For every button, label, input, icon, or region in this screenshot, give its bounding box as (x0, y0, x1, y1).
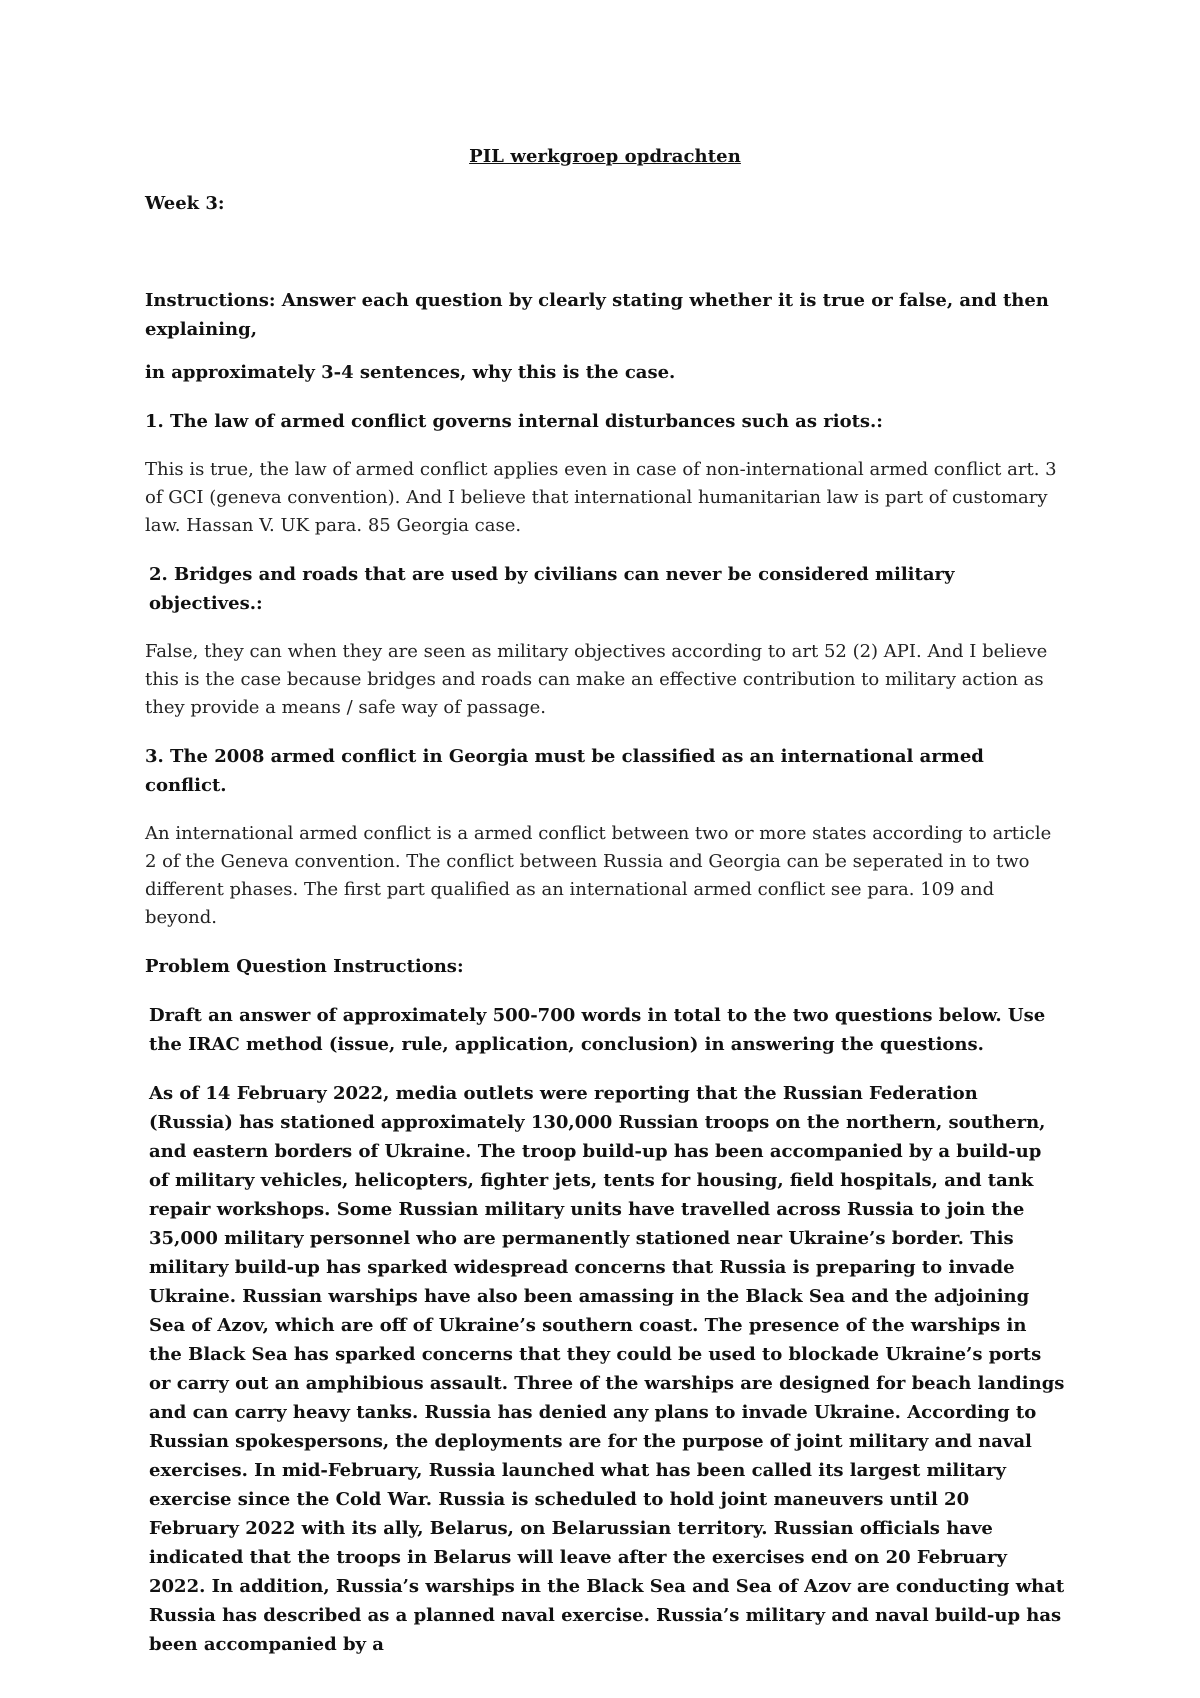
answer-1: This is true, the law of armed conflict applies even in case of non-international armed conflict art. 3 of GCI (geneva convention). And I believe that international humanitarian law is part of customary law. Hassan V. UK para. 85 Georgia case. (145, 459, 1057, 536)
document-title: PIL werkgroep opdrachten (469, 146, 741, 167)
question-3: 3. The 2008 armed conflict in Georgia must be classified as an international armed conflict. (145, 746, 984, 796)
instructions-line-1: Instructions: Answer each question by clearly stating whether it is true or false, and then explaining, (145, 290, 1049, 340)
week-heading: Week 3: (145, 193, 225, 214)
answer-2: False, they can when they are seen as military objectives according to art 52 (2) API. And I believe this is the case because bridges and roads can make an effective contribution to military action as they provide a means / safe way of passage. (145, 641, 1048, 718)
question-1: 1. The law of armed conflict governs internal disturbances such as riots.: (145, 411, 883, 432)
instructions-line-2: in approximately 3-4 sentences, why this is the case. (145, 362, 676, 383)
problem-question-heading: Problem Question Instructions: (145, 956, 464, 977)
case-text: As of 14 February 2022, media outlets were reporting that the Russian Federation (Russia) has stationed approximately 130,000 Russian troops on the northern, southern, and eastern borders of Ukraine. The troop build-up has been accompanied by a build-up of military vehicles, helicopters, fighter jets, tents for housing, field hospitals, and tank repair workshops. Some Russian military units have travelled across Russia to join the 35,000 military personnel who are permanently stationed near Ukraine’s border. This military build-up has sparked widespread concerns that Russia is preparing to invade Ukraine. Russian warships have also been amassing in the Black Sea and the adjoining Sea of Azov, which are off of Ukraine’s southern coast. The presence of the warships in the Black Sea has sparked concerns that they could be used to blockade Ukraine’s ports or carry out an amphibious assault. Three of the warships are designed for beach landings and can carry heavy tanks. Russia has denied any plans to invade Ukraine. According to Russian spokespersons, the deployments are for the purpose of joint military and naval exercises. In mid-February, Russia launched what has been called its largest military exercise since the Cold War. Russia is scheduled to hold joint maneuvers until 20 February 2022 with its ally, Belarus, on Belarussian territory. Russian officials have indicated that the troops in Belarus will leave after the exercises end on 20 February 2022. In addition, Russia’s warships in the Black Sea and Sea of Azov are conducting what Russia has described as a planned naval exercise. Russia’s military and naval build-up has been accompanied by a (149, 1083, 1065, 1655)
answer-3: An international armed conflict is a armed conflict between two or more states according to article 2 of the Geneva convention. The conflict between Russia and Georgia can be seperated in to two different phases. The first part qualified as an international armed conflict see para. 109 and beyond. (145, 823, 1052, 928)
problem-instructions: Draft an answer of approximately 500-700 words in total to the two questions below. Use the IRAC method (issue, rule, application, conclusion) in answering the questions. (149, 1005, 1046, 1055)
question-2: 2. Bridges and roads that are used by civilians can never be considered military objectives.: (149, 564, 955, 614)
